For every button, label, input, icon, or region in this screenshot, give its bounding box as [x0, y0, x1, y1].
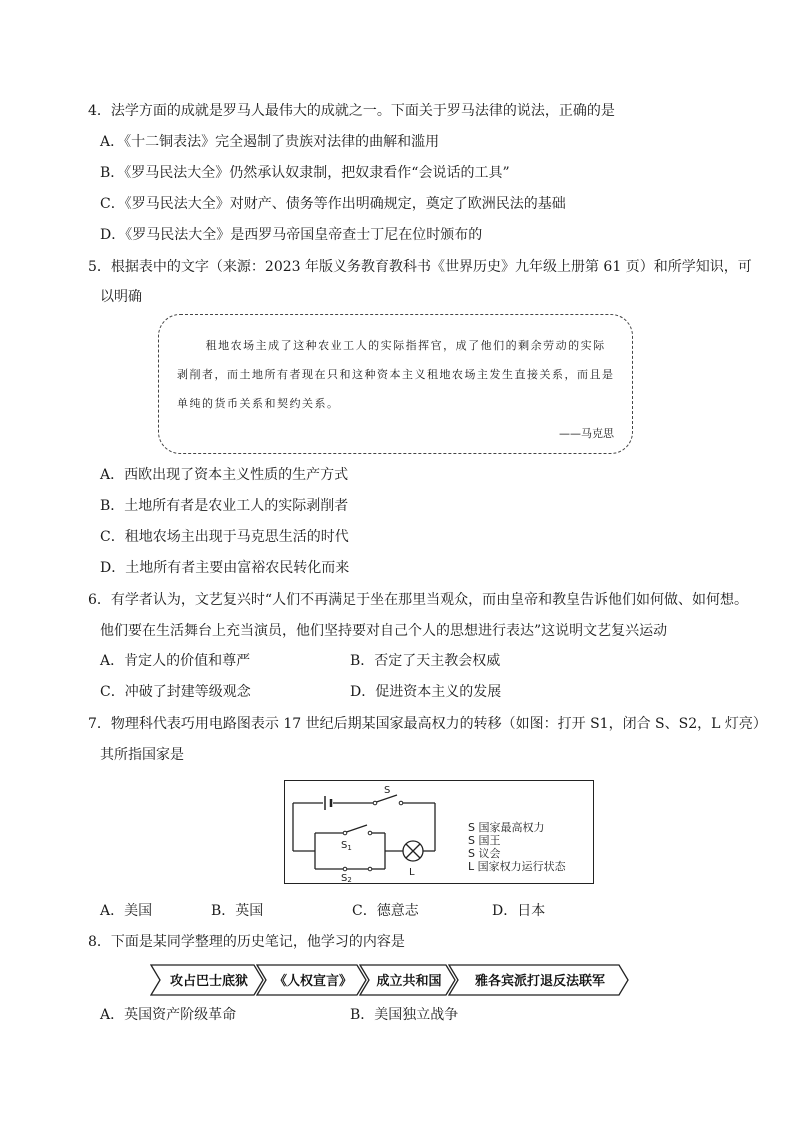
quote-author: ——马克思	[559, 427, 614, 440]
question-5-option-d[interactable]: D．土地所有者主要由富裕农民转化而来	[100, 560, 350, 576]
question-6-option-a[interactable]: A．肯定人的价值和尊严	[100, 653, 251, 669]
question-7-option-a[interactable]: A．美国	[100, 903, 153, 919]
question-6-stem-line1: 6．有学者认为，文艺复兴时“人们不再满足于坐在那里当观众，而由皇帝和教皇告诉他们如何做、如何想。	[88, 592, 749, 608]
history-flow-chart	[150, 963, 630, 997]
question-7-option-d[interactable]: D．日本	[492, 903, 546, 919]
question-5-option-c[interactable]: C．租地农场主出现于马克思生活的时代	[100, 529, 349, 545]
question-7-option-b[interactable]: B．英国	[211, 903, 264, 919]
flow-step-4-label: 雅各宾派打退反法联军	[474, 974, 606, 989]
legend-item: S 议会	[468, 847, 501, 860]
question-7-option-c[interactable]: C．德意志	[352, 903, 419, 919]
legend-item: L 国家权力运行状态	[468, 860, 566, 873]
switch-s1-label: $S_1$	[341, 840, 352, 852]
question-6-option-c[interactable]: C．冲破了封建等级观念	[100, 684, 251, 700]
question-4-stem: 4．法学方面的成就是罗马人最伟大的成就之一。下面关于罗马法律的说法，正确的是	[88, 103, 615, 119]
quote-text: 租地农场主成了这种农业工人的实际指挥官，成了他们的剩余劳动的实际剥削者，而土地所有者现在只和这种资本主义租地农场主发生直接关系，而且是单纯的货币关系和契约关系。	[177, 339, 615, 410]
question-8-option-b[interactable]: B．美国独立战争	[350, 1007, 459, 1023]
switch-s2-label: S2	[341, 873, 352, 882]
question-5-stem-line2: 以明确	[100, 289, 142, 305]
question-4-option-c[interactable]: C．《罗马民法大全》对财产、债务等作出明确规定，奠定了欧洲民法的基础	[100, 196, 566, 212]
circuit-legend	[468, 821, 566, 873]
question-4-option-b[interactable]: B．《罗马民法大全》仍然承认奴隶制，把奴隶看作“会说话的工具”	[100, 165, 510, 181]
legend-item: S 国王	[468, 834, 501, 847]
quote-box	[158, 314, 633, 454]
legend-item: S 国家最高权力	[468, 821, 545, 834]
question-5-stem-line1: 5．根据表中的文字（来源：2023 年版义务教育教科书《世界历史》九年级上册第 61 页）和所学知识，可	[88, 259, 752, 275]
circuit-diagram	[284, 780, 594, 884]
question-4-option-d[interactable]: D．《罗马民法大全》是西罗马帝国皇帝查士丁尼在位时颁布的	[100, 227, 483, 243]
lamp-label: L	[409, 867, 415, 878]
flow-step-2-label: 《人权宣言》	[273, 974, 353, 989]
question-6-option-d[interactable]: D．促进资本主义的发展	[350, 684, 502, 700]
flow-step-3-label: 成立共和国	[376, 974, 442, 989]
switch-s-label: S	[384, 785, 391, 796]
question-6-option-b[interactable]: B．否定了天主教会权威	[350, 653, 501, 669]
question-8-stem: 8．下面是某同学整理的历史笔记，他学习的内容是	[88, 934, 405, 950]
question-7-stem-line1: 7．物理科代表巧用电路图表示 17 世纪后期某国家最高权力的转移（如图：打开 S1，闭合 S、S2，L 灯亮）	[88, 716, 767, 732]
question-5-option-a[interactable]: A．西欧出现了资本主义性质的生产方式	[100, 467, 349, 483]
flow-step-1-label: 攻占巴士底狱	[169, 974, 249, 989]
question-5-option-b[interactable]: B．土地所有者是农业工人的实际剥削者	[100, 498, 349, 514]
question-4-option-a[interactable]: A．《十二铜表法》完全遏制了贵族对法律的曲解和滥用	[100, 134, 440, 150]
question-6-stem-line2: 他们要在生活舞台上充当演员，他们坚持要对自己个人的思想进行表达”这说明文艺复兴运动	[100, 623, 668, 639]
question-7-stem-line2: 其所指国家是	[100, 747, 184, 763]
question-8-option-a[interactable]: A．英国资产阶级革命	[100, 1007, 237, 1023]
